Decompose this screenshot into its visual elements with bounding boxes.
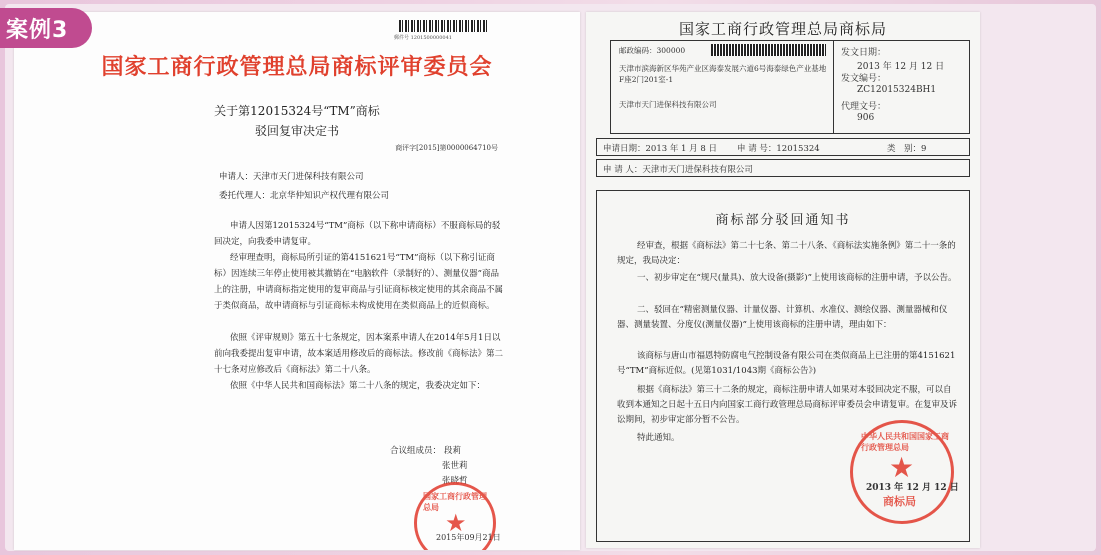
address: 天津市滨海新区华苑产业区海泰发展六道6号海泰绿色产业基地F座2门201室-1 (619, 64, 827, 84)
doc-number-label: 发文编号： (841, 74, 887, 84)
sign-member-1: 段莉 (444, 446, 462, 456)
paragraph-5: 根据《商标法》第三十二条的规定，商标注册申请人如果对本驳回决定不服，可以自收到本通知之日起十五日内向国家工商行政管理总局商标评审委员会申请复审。在复审及诉讼期间，初步审定部分暂不公告。 (617, 385, 958, 425)
right-document (586, 12, 980, 548)
applicant: 申 请 人：天津市天门进保科技有限公司 (603, 165, 753, 175)
barcode (711, 44, 826, 56)
doc-number: ZC12015324BH1 (857, 85, 937, 95)
barcode-number: 郵件号 1201500000041 (394, 35, 452, 41)
agent-number-label: 代理文号： (841, 102, 887, 112)
document-title: 国家工商行政管理总局商标局 (678, 20, 887, 38)
paragraph-2: 一、初步审定在“规尺(量具)、放大设备(摄影)”上使用该商标的注册申请，予以公告。 (637, 273, 957, 283)
paragraph-3: 二、驳回在“精密测量仪器、计量仪器、计算机、水准仪、测绘仪器、测量器械和仪器、测量装置、分度仪(测量仪器)”上使用该商标的注册申请，理由如下： (617, 305, 948, 330)
applicant-row (596, 159, 970, 177)
seal-text: 国家工商行政管理总局 (423, 491, 487, 512)
paragraph-1: 申请人因第12015324号“TM”商标（以下称申请商标）不服商标局的驳回决定，向我委申请复审。 (214, 221, 501, 247)
applicant-line: 申请人：天津市天门进保科技有限公司 (219, 172, 364, 182)
star-icon: ★ (445, 509, 467, 537)
document-date: 2015年09月21日 (436, 533, 501, 542)
paragraph-6: 特此通知。 (637, 433, 680, 443)
issue-date: 2013 年 12 月 12 日 (857, 62, 945, 72)
document-date: 2013 年 12 月 12 日 (866, 483, 959, 493)
sign-label: 合议组成员： (390, 446, 442, 456)
red-seal (850, 420, 954, 524)
issue-date-label: 发文日期： (841, 48, 887, 58)
paragraph-4: 该商标与唐山市福恩特防腐电气控制设备有限公司在类似商品上已注册的第4151621号“TM”商标近似。(见第1031/1043期《商标公告》) (617, 351, 956, 376)
seal-arc-text: 中华人民共和国国家工商行政管理总局 (861, 431, 949, 452)
application-info-row (596, 138, 970, 156)
paragraph-2: 经审理查明，商标局所引证的第4151621号“TM”商标（以下称引证商标）因连续三年停止使用被其撤销在“电脑软件（录制好的）、测量仪器”商品上的注册，申请商标指定使用的复审商品与引证商标核定使用的其余商品不属于类似商品，故申请商标与引证商标未构成使用在类似商品上的近似商标。 (214, 253, 504, 311)
divider (833, 41, 834, 133)
star-icon: ★ (889, 451, 915, 484)
apply-date: 申请日期：2013 年 1 月 8 日 (603, 144, 717, 154)
document-subtitle-2: 驳回复审决定书 (254, 124, 339, 138)
left-document (14, 12, 580, 550)
document-title: 国家工商行政管理总局商标评审委员会 (101, 54, 493, 80)
sign-member-2: 张世莉 (442, 461, 468, 471)
paragraph-4: 依照《中华人民共和国商标法》第二十八条的规定，我委决定如下： (230, 381, 486, 391)
document-subtitle: 关于第12015324号“TM”商标 (214, 104, 380, 118)
notice-heading: 商标部分驳回通知书 (715, 213, 851, 228)
sign-member-3: 张晓哲 (442, 476, 468, 486)
address-box (610, 40, 970, 134)
case-badge: 案例3 (0, 8, 92, 48)
apply-number: 申 请 号：12015324 (737, 144, 820, 154)
class: 类 别：9 (887, 144, 927, 154)
paragraph-3: 依照《评审规则》第五十七条规定，因本案系申请人在2014年5月1日以前向我委提出复审申请，故本案适用修改后的商标法。修改前《商标法》第二十七条对应修改后《商标法》第二十八条。 (214, 333, 504, 375)
agent-number: 906 (857, 113, 875, 123)
recipient: 天津市天门进保科技有限公司 (619, 100, 717, 109)
barcode (399, 20, 489, 32)
reference-number: 商评字[2015]第0000064710号 (395, 144, 498, 152)
seal-name: 商标局 (883, 495, 916, 508)
postcode: 邮政编码：300000 (619, 46, 686, 55)
agent-line: 委托代理人：北京华仲知识产权代理有限公司 (219, 191, 390, 201)
paragraph-1: 经审查，根据《商标法》第二十七条、第二十八条、《商标法实施条例》第二十一条的规定，我局决定： (617, 241, 956, 266)
